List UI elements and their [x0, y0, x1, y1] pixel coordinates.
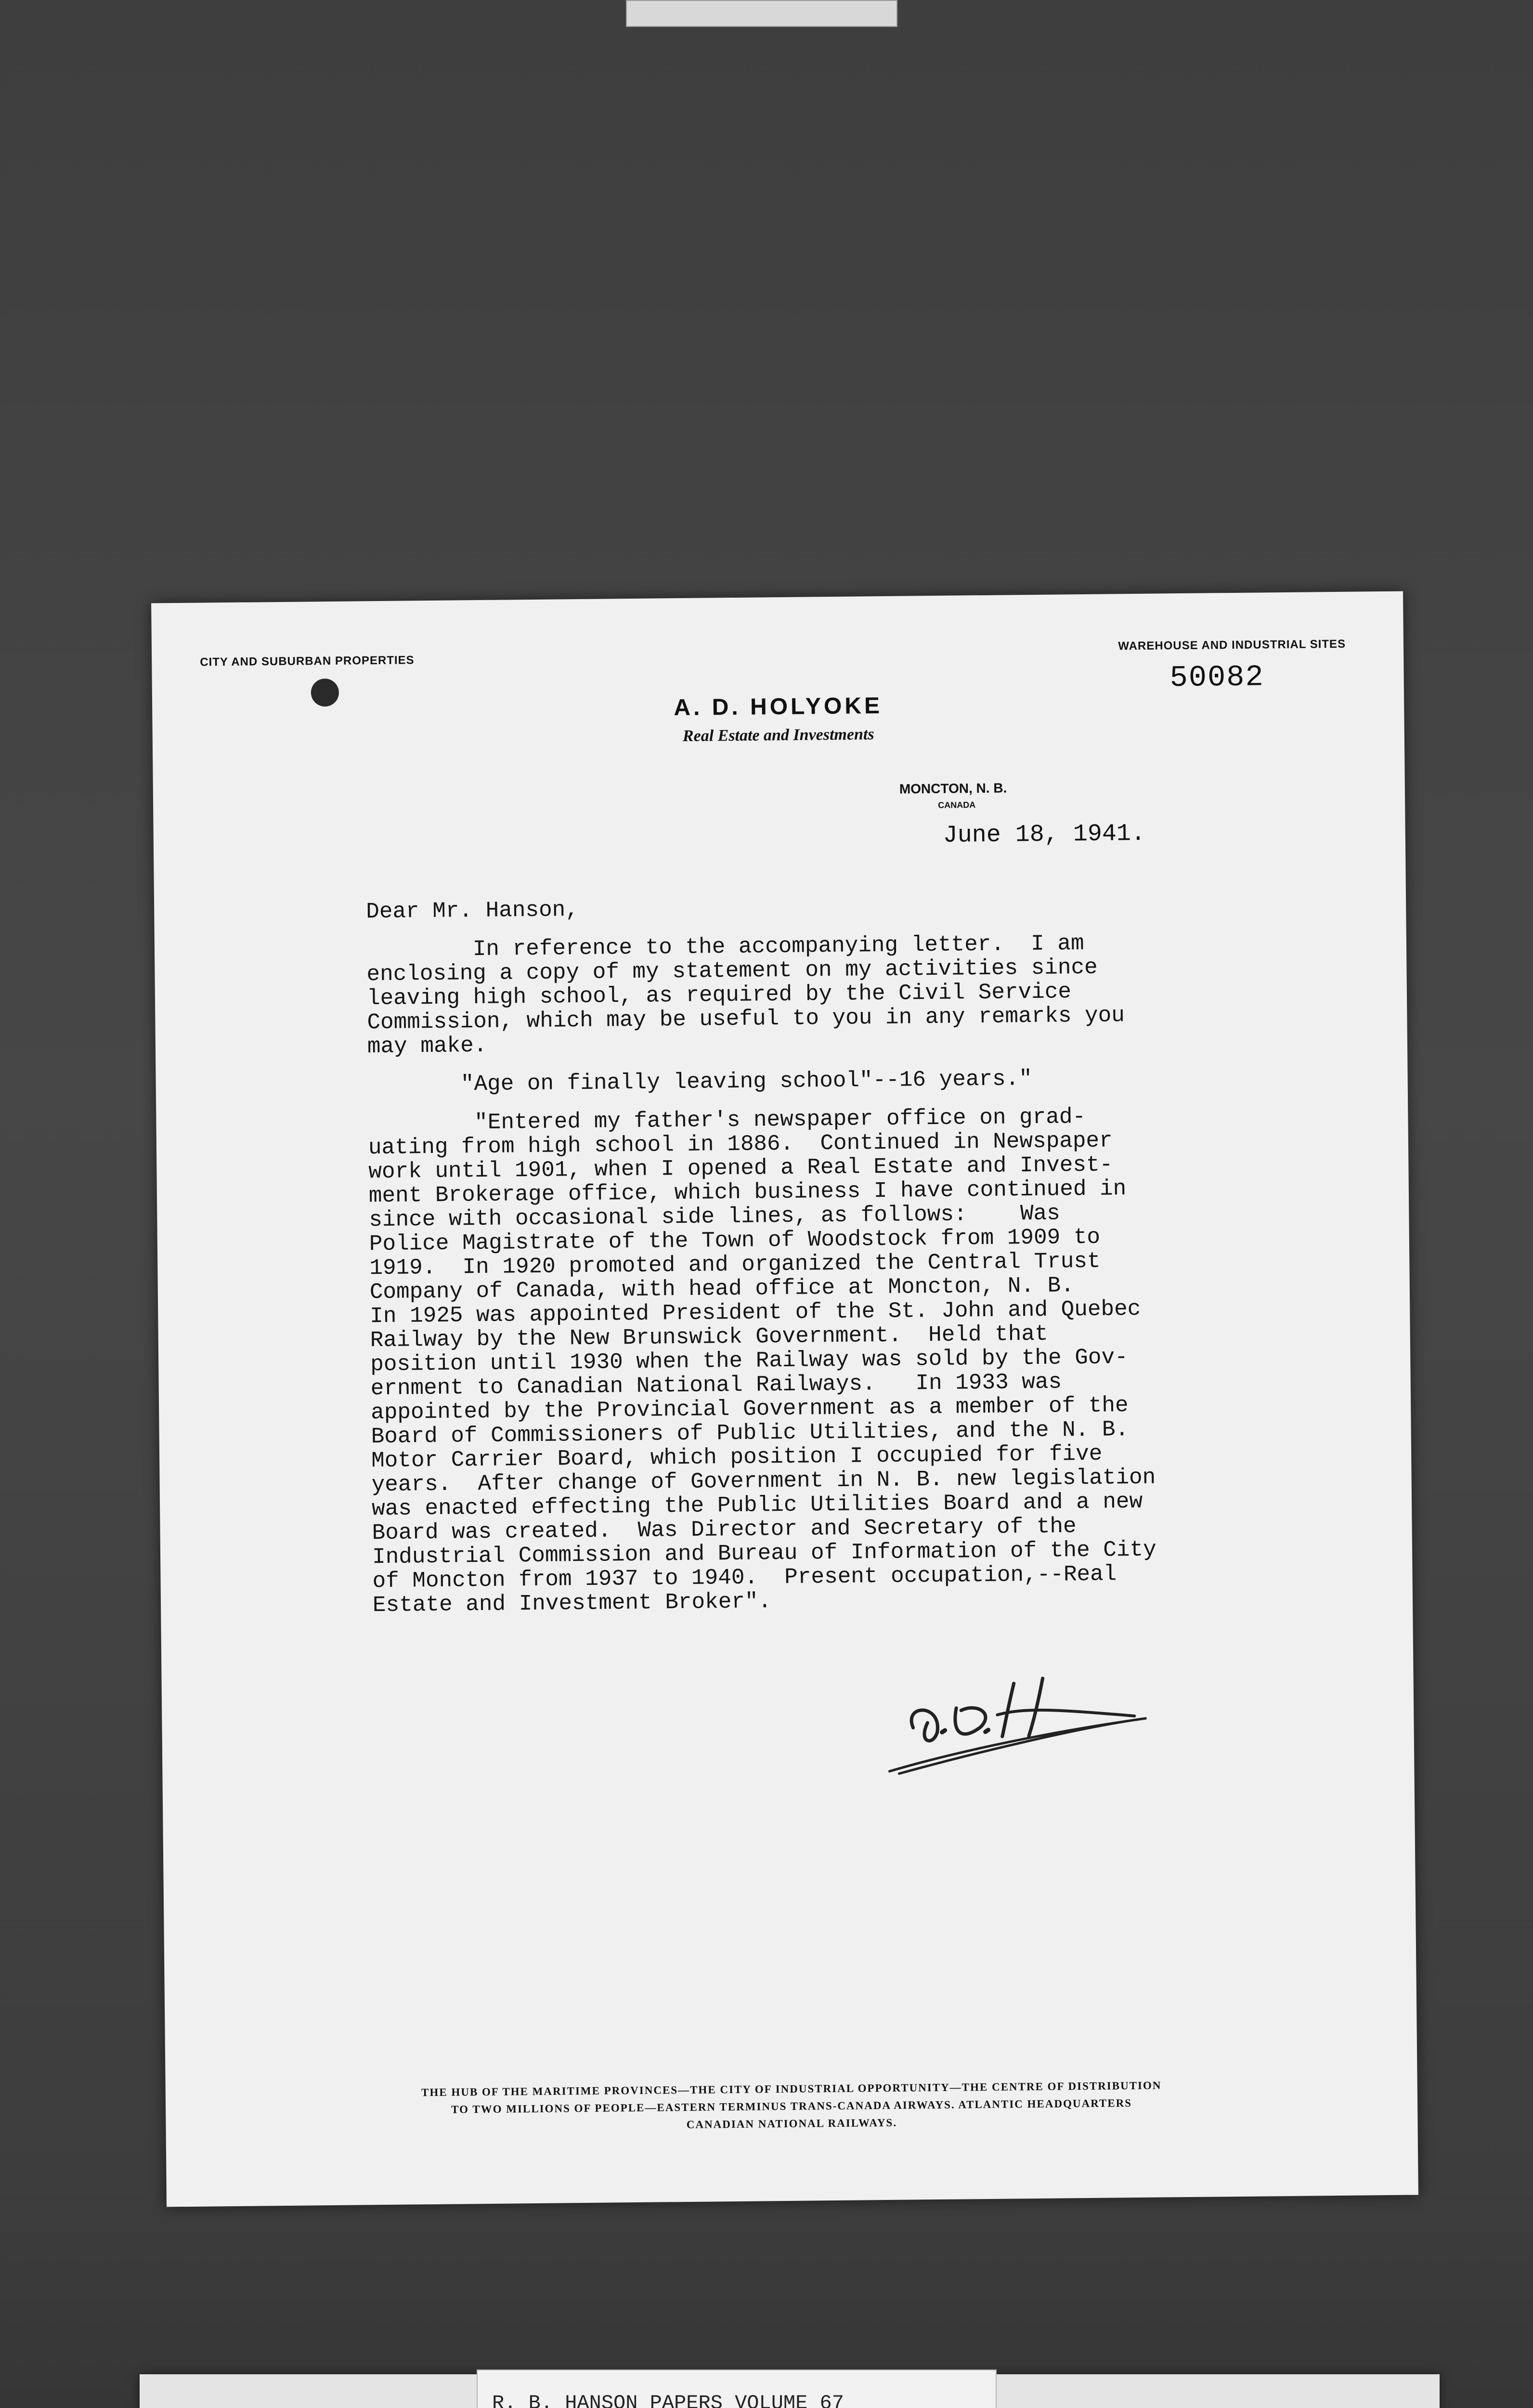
- letter-line: Commission, which may be useful to you in any remarks you: [367, 1003, 1125, 1035]
- letter-sheet: [151, 591, 1418, 2207]
- footer-line: THE HUB OF THE MARITIME PROVINCES—THE CITY OF INDUSTRIAL OPPORTUNITY—THE CENTRE OF DISTRIBUTION: [421, 2079, 1162, 2099]
- letter-body: [366, 891, 1287, 1617]
- letter-line: In reference to the accompanying letter. I am: [366, 930, 1084, 963]
- letter-line: 1919. In 1920 promoted and organized the Central Trust: [369, 1248, 1101, 1281]
- letter-line: leaving high school, as required by the Civil Service: [366, 979, 1072, 1011]
- handwritten-signature: [884, 1673, 1155, 1781]
- archive-card: [140, 2374, 1440, 2408]
- letter-line: Dear Mr. Hanson,: [365, 897, 579, 925]
- letter-line: In 1925 was appointed President of the St. John and Quebec: [370, 1296, 1141, 1329]
- letter-line: enclosing a copy of my statement on my activities since: [366, 955, 1098, 987]
- letter-line: ment Brokerage office, which business I have continued in: [368, 1176, 1127, 1209]
- letter-date: June 18, 1941.: [943, 820, 1146, 850]
- letter-line: Board was created. Was Director and Secretary of the: [372, 1514, 1077, 1546]
- footer-line: CANADIAN NATIONAL RAILWAYS.: [686, 2116, 897, 2131]
- letterhead-city: MONCTON, N. B.: [899, 780, 1007, 797]
- letterhead-right-heading: WAREHOUSE AND INDUSTRIAL SITES: [1118, 637, 1346, 653]
- letterhead-footer: [262, 2075, 1322, 2137]
- letter-line: Company of Canada, with head office at Moncton, N. B.: [369, 1273, 1075, 1305]
- letter-line: uating from high school in 1886. Continued in Newspaper: [368, 1128, 1113, 1161]
- letter-line: was enacted effecting the Public Utilities Board and a new: [371, 1489, 1143, 1522]
- letter-line: position until 1930 when the Railway was sold by the Gov-: [370, 1345, 1128, 1377]
- letter-line: Motor Carrier Board, which position I occupied for five: [371, 1441, 1103, 1474]
- letter-line: Railway by the New Brunswick Government. Held that: [370, 1321, 1048, 1353]
- letter-line: "Entered my father's newspaper office on grad-: [368, 1104, 1086, 1137]
- document-number: 50082: [1169, 660, 1264, 695]
- top-paper-tab: [626, 0, 897, 27]
- letter-line: Estate and Investment Broker".: [372, 1589, 772, 1618]
- volume-reference-label: R. B. HANSON PAPERS VOLUME 67: [477, 2369, 997, 2408]
- company-name: A. D. HOLYOKE: [674, 693, 883, 721]
- letter-line: work until 1901, when I opened a Real Estate and Invest-: [368, 1152, 1113, 1185]
- letter-line: of Moncton from 1937 to 1940. Present occupation,--Real: [372, 1561, 1117, 1594]
- letter-line: ernment to Canadian National Railways. In 1933 was: [370, 1369, 1062, 1401]
- letter-line: Police Magistrate of the Town of Woodstock from 1909 to: [369, 1224, 1101, 1257]
- letter-line: years. After change of Government in N. B. new legislation: [371, 1465, 1156, 1498]
- letter-line: since with occasional side lines, as follows: Was: [369, 1201, 1061, 1233]
- letter-line: Industrial Commission and Bureau of Information of the City: [372, 1537, 1156, 1570]
- letter-line: Board of Commissioners of Public Utilities, and the N. B.: [371, 1417, 1129, 1450]
- letter-line: appointed by the Provincial Government as a member of the: [370, 1393, 1129, 1426]
- letterhead-left-heading: CITY AND SUBURBAN PROPERTIES: [200, 654, 415, 669]
- letterhead-country: CANADA: [938, 800, 976, 810]
- footer-line: TO TWO MILLIONS OF PEOPLE—EASTERN TERMINUS TRANS-CANADA AIRWAYS. ATLANTIC HEADQUARTERS: [451, 2097, 1132, 2116]
- company-tagline: Real Estate and Investments: [682, 725, 874, 745]
- letter-line: may make.: [367, 1033, 487, 1060]
- letter-line: "Age on finally leaving school"--16 years.": [367, 1066, 1033, 1098]
